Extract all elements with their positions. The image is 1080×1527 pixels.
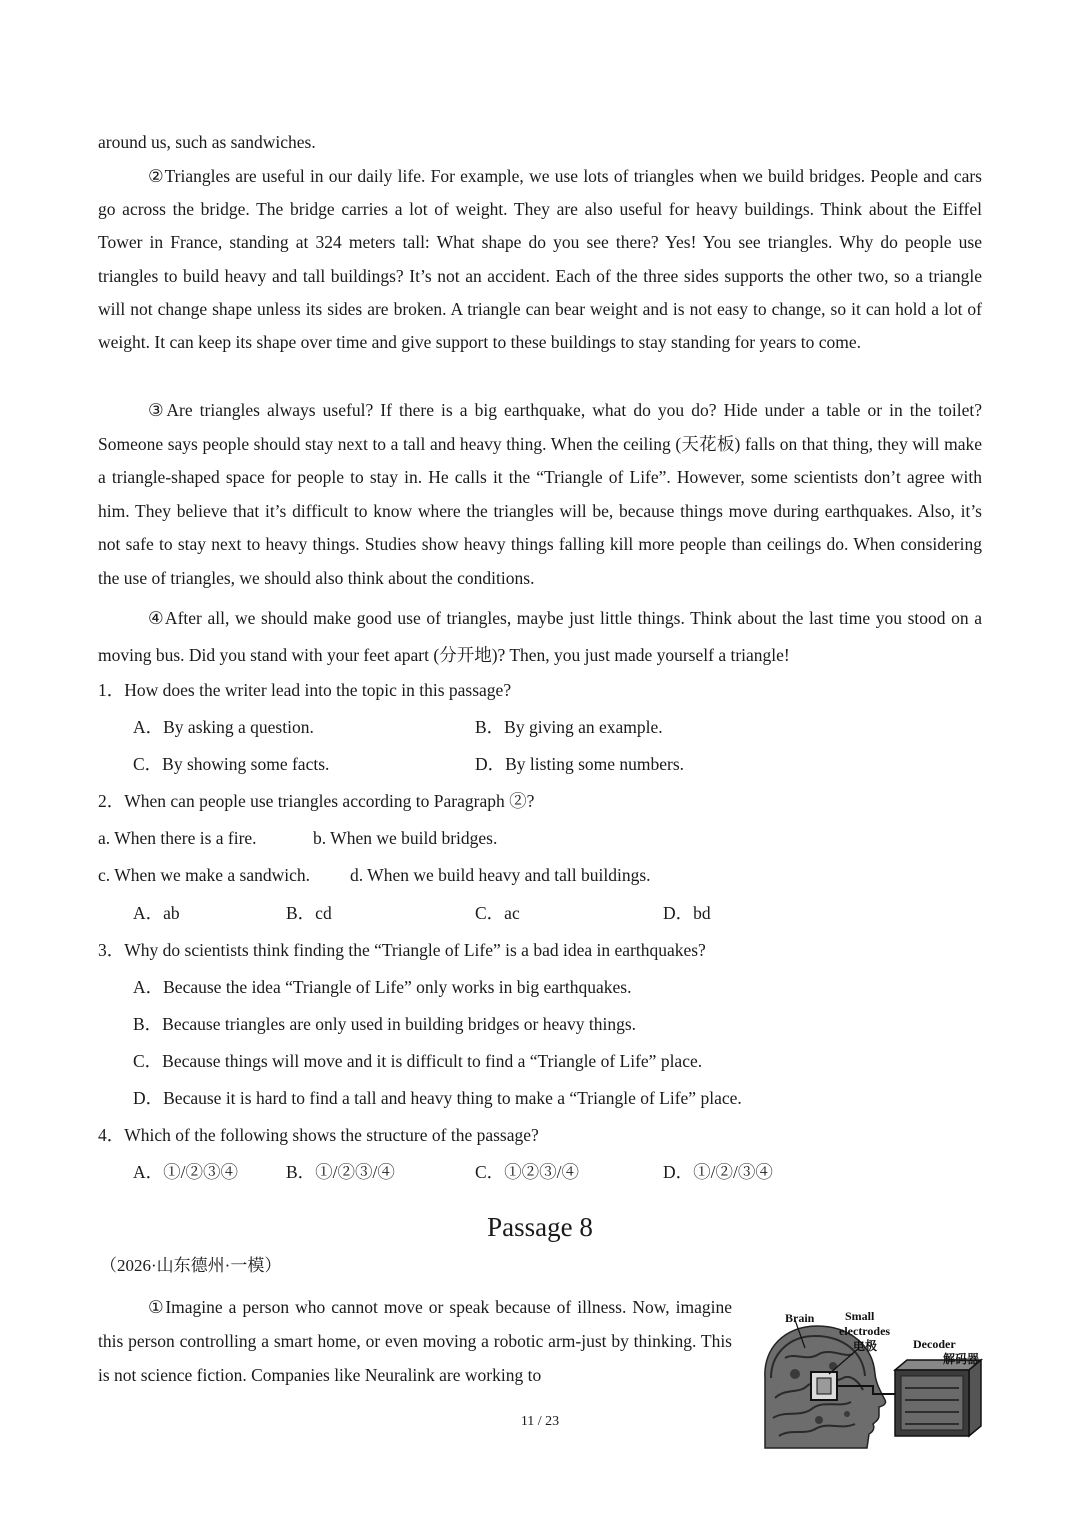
passage7-paragraph-4: ④After all, we should make good use of triangles, maybe just little things. Think about the last time you stood on a moving bus. Did you stand with your feet apart (分开地)? Then, you just made yourself a triangle! [98,608,982,665]
question-2-item-d: d. When we build heavy and tall buildings. [350,865,651,885]
question-1-option-b[interactable]: B．By giving an example. [475,717,663,737]
figure-label-electrodes-cn: 电极 [853,1339,878,1353]
question-1-option-c[interactable]: C．By showing some facts. [133,754,330,774]
figure-label-decoder-cn: 解码器 [943,1352,980,1366]
question-1-stem: 1．How does the writer lead into the topic in this passage? [98,680,512,700]
figure-label-electrodes-1: Small [845,1309,875,1323]
question-2-option-b[interactable]: B．cd [286,903,332,923]
question-2-option-c[interactable]: C．ac [475,903,520,923]
question-2-option-d[interactable]: D．bd [663,903,711,923]
question-4-option-a[interactable]: A．①/②③④ [133,1162,238,1182]
question-3-option-d[interactable]: D．Because it is hard to find a tall and heavy thing to make a “Triangle of Life” place. [133,1088,742,1108]
question-2-item-a: a. When there is a fire. [98,828,257,848]
question-4-option-c[interactable]: C．①②③/④ [475,1162,580,1182]
question-4-option-d[interactable]: D．①/②/③④ [663,1162,773,1182]
question-2-stem: 2．When can people use triangles according to Paragraph ②? [98,791,535,811]
question-2-item-c: c. When we make a sandwich. [98,865,311,885]
passage8-source: （2026·山东德州·一模） [100,1256,282,1275]
question-1-option-d[interactable]: D．By listing some numbers. [475,754,685,774]
page-number: 11 / 23 [520,1414,560,1429]
question-3-option-b[interactable]: B．Because triangles are only used in building bridges or heavy things. [133,1014,637,1034]
passage8-heading: Passage 8 [487,1212,593,1242]
question-3-stem: 3．Why do scientists think finding the “Triangle of Life” is a bad idea in earthquakes? [98,940,706,960]
question-1-option-a[interactable]: A．By asking a question. [133,717,314,737]
figure-label-electrodes-2: electrodes [839,1324,891,1338]
passage7-paragraph-3: ③Are triangles always useful? If there is a big earthquake, what do you do? Hide under a table or in the toilet? Someone says people should stay next to a tall and heavy thing. When the ceiling (天花板) falls on that thing, they will make a triangle-shaped space for people to stay in. He calls it the “Triangle of Life”. However, some scientists don’t agree with him. They believe that it’s difficult to know where the triangles will be, because things move during earthquakes. Also, it’s not safe to stay next to heavy things. Studies show heavy things falling kill more people than ceilings do. When considering the use of triangles, we should also think about the conditions. [98,400,982,588]
question-4-stem: 4．Which of the following shows the structure of the passage? [98,1125,539,1145]
question-4-option-b[interactable]: B．①/②③/④ [286,1162,395,1182]
figure-label-brain: Brain [785,1311,815,1325]
passage8-paragraph-1: ①Imagine a person who cannot move or speak because of illness. Now, imagine this person controlling a smart home, or even moving a robotic arm-just by thinking. This is not science fiction. Companies like Neuralink are working to [98,1297,732,1385]
question-2-option-a[interactable]: A．ab [133,903,180,923]
question-3-option-c[interactable]: C．Because things will move and it is difficult to find a “Triangle of Life” place. [133,1051,703,1071]
figure-label-decoder: Decoder [913,1337,956,1351]
question-3-option-a[interactable]: A．Because the idea “Triangle of Life” only works in big earthquakes. [133,977,632,997]
passage7-paragraph-2: ②Triangles are useful in our daily life. For example, we use lots of triangles when we build bridges. People and cars go across the bridge. The bridge carries a lot of weight. They are also useful for heavy buildings. Think about the Eiffel Tower in France, standing at 324 meters tall: What shape do you see there? Yes! You see triangles. Why do people use triangles to build heavy and tall buildings? It’s not an accident. Each of the three sides supports the other two, so a triangle will not change shape unless its sides are broken. A triangle can bear weight and is not easy to change, so it can hold a lot of weight. It can keep its shape over time and give support to these buildings to stay standing for years to come. [98,166,982,353]
passage7-continuation: around us, such as sandwiches. [98,132,316,152]
question-2-item-b: b. When we build bridges. [313,828,498,848]
